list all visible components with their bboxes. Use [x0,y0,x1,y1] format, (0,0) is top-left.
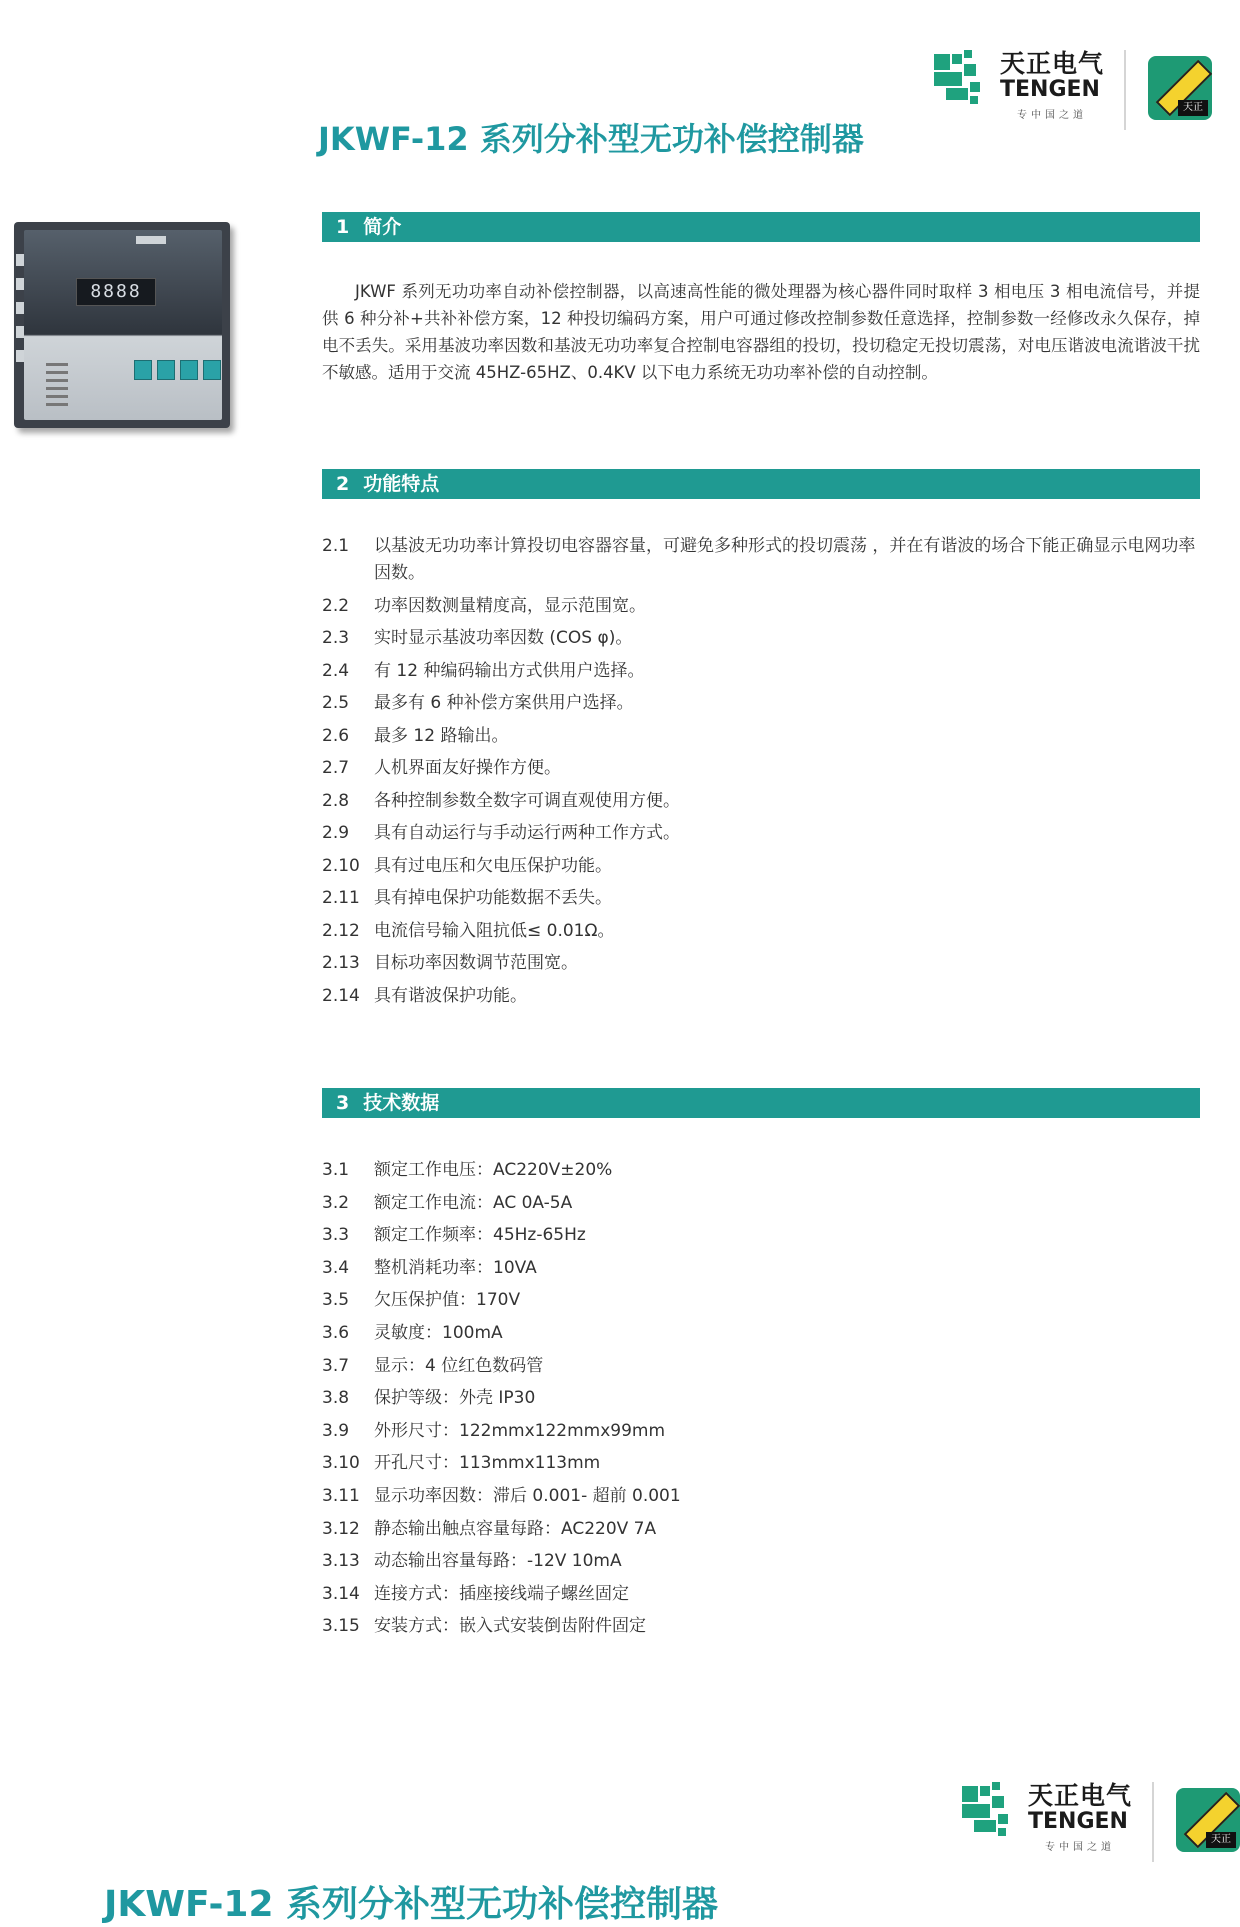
section-features-header [322,469,1200,499]
list-item [322,690,1200,717]
brand-name-en: TENGEN [1000,77,1100,102]
list-item [322,1385,1200,1412]
item-text: 外形尺寸：122mmx122mmx99mm [374,1420,666,1441]
list-item [322,918,1200,945]
item-number: 2.10 [322,855,360,876]
item-number: 2.1 [322,536,350,556]
item-number: 2.13 [322,953,360,973]
page-title: JKWF-12 系列分补型无功补偿控制器 [318,120,864,158]
list-item [322,1222,1200,1249]
device-keys [134,360,221,380]
badge-label: 天正 [1206,1832,1236,1848]
item-number: 3.8 [322,1388,350,1409]
features-list [322,533,1200,1015]
section-number: 1 [336,216,350,238]
brand-divider [1124,50,1126,130]
brand-name-en: TENGEN [1028,1809,1128,1834]
item-text: 额定工作电流：AC 0A-5A [374,1192,573,1213]
item-number: 2.14 [322,985,360,1006]
list-item [322,1516,1200,1543]
item-text: 目标功率因数调节范围宽。 [374,953,578,973]
item-number: 3.11 [322,1485,360,1506]
list-item [322,658,1200,685]
item-number: 2.9 [322,823,350,843]
item-number: 2.3 [322,628,350,648]
list-item [322,1287,1200,1314]
next-page-title: JKWF-12 系列分补型无功补偿控制器 [104,1884,719,1925]
brand-slogan: 专中国之道 [1045,1842,1115,1853]
item-text: 各种控制参数全数字可调直观使用方便。 [374,790,680,811]
tianzheng-badge-icon [1176,1788,1240,1852]
item-text: 保护等级：外壳 IP30 [374,1388,536,1409]
section-intro-header [322,212,1200,242]
list-item [322,885,1200,912]
item-text: 显示：4 位红色数码管 [374,1355,544,1376]
list-item [322,1450,1200,1477]
item-text: 功率因数测量精度高，显示范围宽。 [374,595,646,616]
item-text: 连接方式：插座接线端子螺丝固定 [374,1583,629,1604]
section-title: 功能特点 [363,473,440,495]
item-number: 2.11 [322,888,360,908]
list-item [322,820,1200,847]
list-item [322,593,1200,620]
section-title: 简介 [363,216,402,238]
list-item [322,1353,1200,1380]
item-number: 3.5 [322,1290,350,1311]
item-number: 3.6 [322,1322,350,1343]
item-text: 额定工作电压：AC220V±20% [374,1160,613,1180]
item-text: 显示功率因数：滞后 0.001- 超前 0.001 [374,1485,681,1506]
list-item [322,1483,1200,1510]
item-number: 3.10 [322,1453,360,1474]
section-number: 2 [336,473,350,495]
item-number: 2.12 [322,920,360,941]
section-title: 技术数据 [363,1092,440,1114]
item-text: 欠压保护值：170V [374,1290,521,1311]
list-item [322,533,1200,587]
item-text: 人机界面友好操作方便。 [374,758,561,778]
intro-paragraph: JKWF 系列无功功率自动补偿控制器，以高速高性能的微处理器为核心器件同时取样 3 相电压 3 相电流信号，并提供 6 种分补+共补补偿方案，12 种投切编码方案，用户可通过修改控制参数任意选择，控制参数一经修改永久保存，掉电不丢失。采用基波功率因数和基波无功功率复合控制电容器组的投切，投切稳定无投切震荡，对电压谐波电流谐波干扰不敏感。适用于交流 45HZ-65HZ、0.4KV 以下电力系统无功功率补偿的自动控制。 [322,282,1200,382]
item-number: 3.1 [322,1160,350,1180]
item-text: 电流信号输入阻抗低≤ 0.01Ω。 [374,920,615,941]
item-number: 3.15 [322,1616,360,1637]
item-number: 3.7 [322,1355,350,1376]
item-number: 2.8 [322,790,350,811]
tengen-logo-icon [962,1782,1020,1840]
item-text: 整机消耗功率：10VA [374,1257,537,1278]
list-item [322,1157,1200,1184]
list-item [322,788,1200,815]
brand-name-cn: 天正电气 [1028,1781,1133,1810]
list-item [322,1581,1200,1608]
item-text: 有 12 种编码输出方式供用户选择。 [374,660,645,681]
item-text: 最多 12 路输出。 [374,725,509,746]
list-item [322,853,1200,880]
item-number: 3.3 [322,1225,350,1246]
item-number: 2.7 [322,758,350,778]
item-text: 安装方式：嵌入式安装倒齿附件固定 [374,1616,646,1637]
item-number: 2.5 [322,693,350,713]
item-text: 动态输出容量每路：-12V 10mA [374,1551,622,1572]
item-number: 3.4 [322,1257,350,1278]
item-number: 3.2 [322,1192,350,1213]
list-item [322,1320,1200,1347]
item-text: 实时显示基波功率因数 (COS φ)。 [374,628,633,648]
item-number: 3.12 [322,1518,360,1539]
brand-divider [1152,1782,1154,1862]
specs-list [322,1157,1200,1646]
tianzheng-badge-icon [1148,56,1212,120]
brand-footer [962,1782,1240,1862]
item-text: 具有过电压和欠电压保护功能。 [374,855,612,876]
item-text: 具有掉电保护功能数据不丢失。 [374,888,612,908]
item-number: 2.6 [322,725,350,746]
product-image [14,222,234,432]
list-item [322,1255,1200,1282]
list-item [322,625,1200,652]
section-specs-header [322,1088,1200,1118]
device-display: 8888 [76,278,156,306]
item-number: 2.2 [322,595,350,616]
list-item [322,1418,1200,1445]
item-number: 3.9 [322,1420,350,1441]
brand-name-cn: 天正电气 [1000,49,1105,78]
brand-header [934,50,1212,130]
section-number: 3 [336,1092,350,1114]
item-text: 具有谐波保护功能。 [374,985,527,1006]
item-text: 开孔尺寸：113mmx113mm [374,1453,601,1474]
item-text: 静态输出触点容量每路：AC220V 7A [374,1518,657,1539]
tengen-logo-icon [934,50,992,108]
list-item [322,755,1200,782]
badge-label: 天正 [1178,100,1208,116]
list-item [322,723,1200,750]
list-item [322,950,1200,977]
list-item [322,1190,1200,1217]
item-text: 最多有 6 种补偿方案供用户选择。 [374,693,634,713]
item-text: 额定工作频率：45Hz-65Hz [374,1225,586,1246]
item-number: 2.4 [322,660,350,681]
list-item [322,1548,1200,1575]
list-item [322,1613,1200,1640]
item-number: 3.13 [322,1551,360,1572]
item-number: 3.14 [322,1583,360,1604]
brand-slogan: 专中国之道 [1017,110,1087,121]
item-text: 以基波无功功率计算投切电容器容量，可避免多种形式的投切震荡 ，并在有谐波的场合下能正确显示电网功率因数。 [374,536,1196,583]
item-text: 灵敏度：100mA [374,1322,503,1343]
item-text: 具有自动运行与手动运行两种工作方式。 [374,823,680,843]
list-item [322,983,1200,1010]
